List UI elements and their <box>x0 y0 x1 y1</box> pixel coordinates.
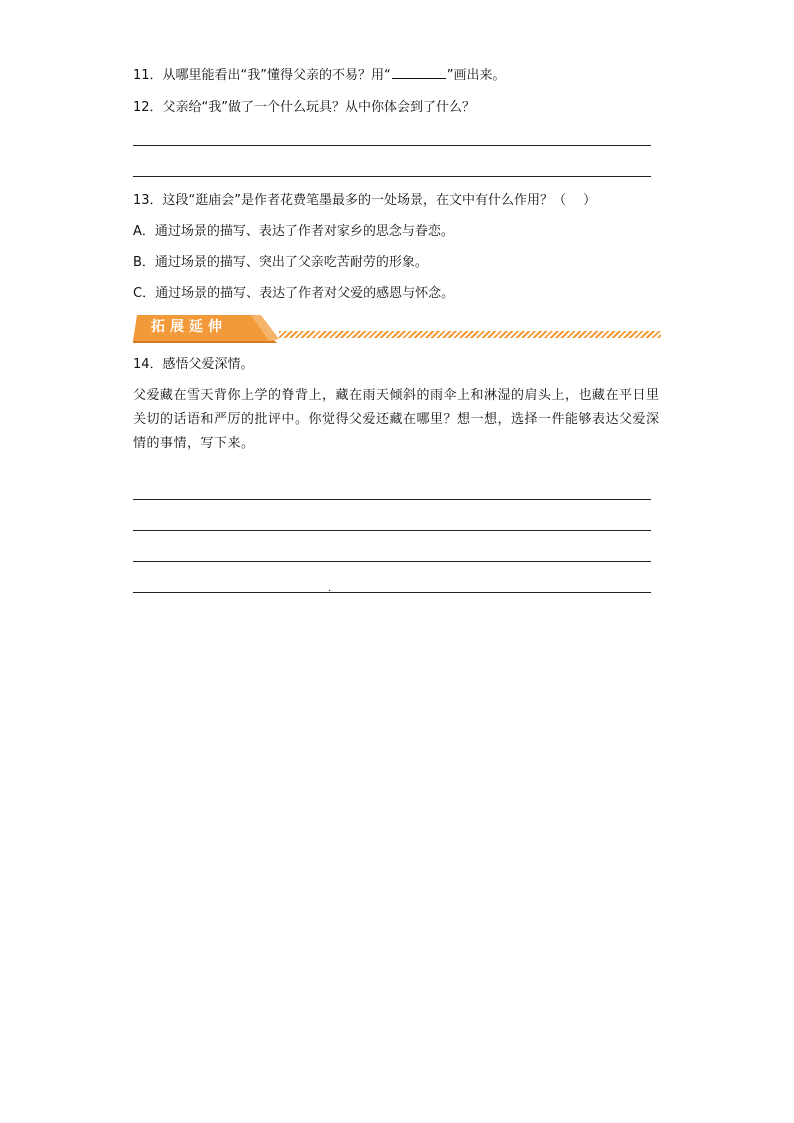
answer-line[interactable] <box>133 561 651 562</box>
answer-line[interactable] <box>133 145 651 146</box>
answer-line[interactable] <box>133 530 651 531</box>
question-13: 13．这段“逛庙会”是作者花费笔墨最多的一处场景，在文中有什么作用？（ ） <box>133 193 597 208</box>
question-14: 14．感悟父爱深情。 <box>133 357 254 372</box>
question-11 <box>133 66 506 86</box>
question-11-text-before: 11．从哪里能看出“我”懂得父亲的不易？用“ <box>133 68 391 83</box>
section-banner <box>133 311 663 343</box>
question-11-text-after: ”画出来。 <box>446 68 506 83</box>
option-c: C．通过场景的描写、表达了作者对父爱的感恩与怀念。 <box>133 286 455 301</box>
underline-blank <box>392 66 446 79</box>
banner-stripes <box>279 331 661 338</box>
question-14-prompt: 父爱藏在雪天背你上学的脊背上，藏在雨天倾斜的雨伞上和淋湿的肩头上，也藏在平日里关切的话语和严厉的批评中。你觉得父爱还藏在哪里？想一想，选择一件能够表达父爱深情的事情，写下来。 <box>133 388 660 451</box>
answer-line[interactable] <box>133 499 651 500</box>
banner-label: 拓展延伸 <box>151 319 227 335</box>
stray-dot: . <box>328 583 332 594</box>
question-12: 12．父亲给“我”做了一个什么玩具？从中你体会到了什么？ <box>133 100 476 115</box>
option-b: B．通过场景的描写、突出了父亲吃苦耐劳的形象。 <box>133 255 428 270</box>
answer-line[interactable] <box>133 176 651 177</box>
answer-line[interactable] <box>133 592 651 593</box>
option-a: A．通过场景的描写、表达了作者对家乡的思念与眷恋。 <box>133 224 454 239</box>
